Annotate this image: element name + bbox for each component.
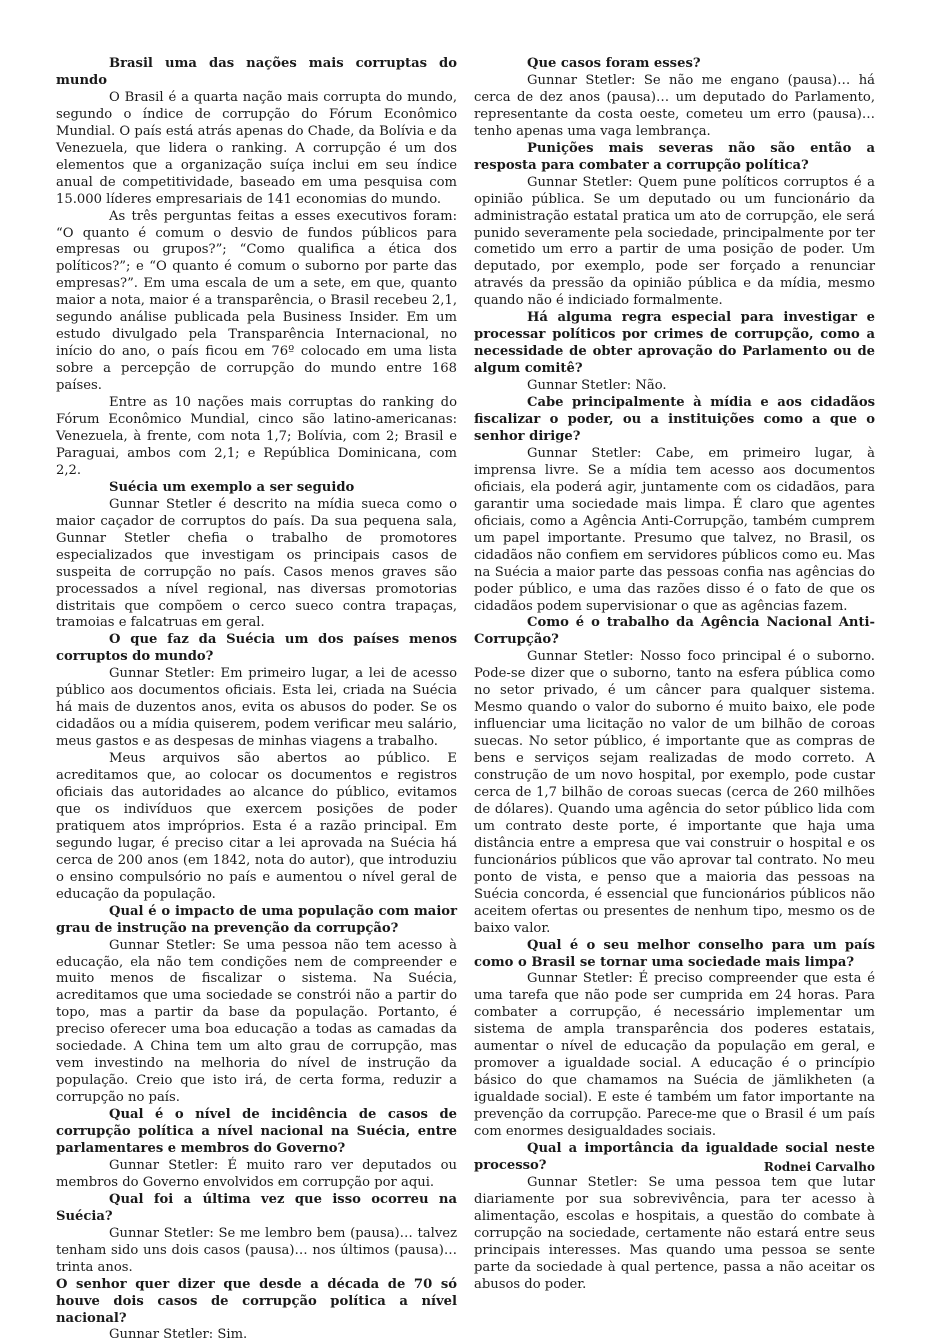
paragraph: As três perguntas feitas a esses executivos foram: “O quanto é comum o desvio de fundos públicos para empresas ou grupos?”; “Como qualifica a ética dos políticos?”; e “O quanto é comum o suborno por parte das empresas?”. Em uma escala de um a sete, em que, quanto maior a nota, maior é a transparência, o Brasil recebeu 2,1, segundo análise publicada pela Business Insider. Em um estudo divulgado pela Transparência Internacional, no início do ano, o país ficou em 76º colocado em uma lista sobre a percepção de corrupção do mundo entre 168 países. — [56, 208, 457, 394]
paragraph: Gunnar Stetler: Se não me engano (pausa)… há cerca de dez anos (pausa)… um deputado do Parlamento, representante da costa oeste, cometeu um erro (pausa)… tenho apenas uma vaga lembrança. — [474, 72, 875, 139]
author-signature: Rodnei Carvalho — [763, 1160, 875, 1174]
question-heading: Qual a importância da igualdade social neste processo? — [474, 1141, 875, 1173]
paragraph: Gunnar Stetler: Quem pune políticos corruptos é a opinião pública. Se um deputado ou um funcionário da administração estatal pratica um ato de corrupção, ele será punido severamente pela sociedade, principalmente por ter cometido um erro a partir de uma posição de poder. Um deputado, por exemplo, pode ser forçado a renunciar através da pressão da opinião pública e da mídia, mesmo quando não é indiciado formalmente. — [474, 174, 875, 309]
question-heading: Qual foi a última vez que isso ocorreu na Suécia? — [56, 1191, 457, 1224]
paragraph: Gunnar Stetler: Se uma pessoa tem que lutar diariamente por sua sobrevivência, para ter acesso à alimentação, escolas e hospitais, a questão do combate à corrupção na sociedade, certamente não estará entre seus principais interesses. Mas quando uma pessoa se sente parte da sociedade à qual pertence, passa a não aceitar os abusos do poder. — [474, 1174, 875, 1292]
paragraph: Entre as 10 nações mais corruptas do ranking do Fórum Econômico Mundial, cinco são latino-americanas: Venezuela, à frente, com nota 1,7; Bolívia, com 2; Brasil e Paraguai, ambos com 2,1; e República Dominicana, com 2,2. — [56, 395, 457, 478]
question-heading: Suécia um exemplo a ser seguido — [109, 479, 355, 495]
left-column — [56, 56, 457, 1344]
question-heading: O senhor quer dizer que desde a década de 70 só houve dois casos de corrupção política a nível nacional? — [56, 1276, 457, 1326]
paragraph: Gunnar Stetler: Não. — [527, 378, 667, 394]
question-heading: Como é o trabalho da Agência Nacional Anti-Corrupção? — [474, 615, 875, 648]
paragraph: Gunnar Stetler: Nosso foco principal é o suborno. Pode-se dizer que o suborno, tanto na esfera pública como no setor privado, é um câncer para qualquer sistema. Mesmo quando o valor do suborno é muito baixo, ele pode influenciar uma licitação no valor de um bilhão de coroas suecas. No setor público, é importante que as compras de bens e serviços sejam realizadas de modo correto. A construção de um novo hospital, por exemplo, pode custar cerca de 1,7 bilhão de coroas suecas (cerca de 260 milhões de dólares). Quando uma agência do setor público lida com um contrato deste porte, é importante que haja uma distância entre a empresa que vai construir o hospital e os funcionários públicos que vão aprovar tal contrato. No meu ponto de vista, e penso que a maioria das pessoas na Suécia concorda, é essencial que funcionários públicos não aceitem ofertas ou presentes de nenhum tipo, mesmo os de baixo valor. — [474, 649, 875, 936]
question-heading: Brasil uma das nações mais corruptas do mundo — [56, 56, 457, 88]
question-heading: Cabe principalmente à mídia e aos cidadãos fiscalizar o poder, ou a instituições como a que o senhor dirige? — [474, 395, 875, 444]
paragraph: Gunnar Stetler é descrito na mídia sueca como o maior caçador de corruptos do país. Da sua pequena sala, Gunnar Stetler chefia o trabalho de promotores especializados que investigam os principais casos de suspeita de corrupção no país. Casos menos graves são processados a nível regional, nas diversas promotorias distritais que compõem o cerco sueco contra trapaças, tramoias e falcatruas em geral. — [56, 496, 457, 631]
question-heading: Que casos foram esses? — [527, 56, 701, 71]
question-heading: Qual é o seu melhor conselho para um país como o Brasil se tornar uma sociedade mais limpa? — [474, 937, 875, 970]
question-heading: Punições mais severas não são então a resposta para combater a corrupção política? — [474, 140, 875, 173]
question-heading: Há alguma regra especial para investigar e processar políticos por crimes de corrupção, como a necessidade de obter aprovação do Parlamento ou de algum comitê? — [474, 310, 875, 377]
question-heading: Qual é o impacto de uma população com maior grau de instrução na prevenção da corrupção? — [56, 903, 457, 936]
paragraph: Gunnar Stetler: Em primeiro lugar, a lei de acesso público aos documentos oficiais. Esta lei, criada na Suécia há mais de duzentos anos, evita os abusos do poder. Se os cidadãos ou a mídia quiserem, podem verificar meu salário, meus gastos e as despesas de minhas viagens a trabalho. — [56, 666, 457, 750]
paragraph: Gunnar Stetler: Se uma pessoa não tem acesso à educação, ela não tem condições nem de compreender e muito menos de fiscalizar o sistema. Na Suécia, acreditamos que uma sociedade se constrói não a partir do topo, mas a partir da base da população. Portanto, é preciso oferecer uma boa educação a todas as camadas da sociedade. A China tem um alto grau de corrupção, mas vem investindo na melhoria do nível de instrução da população. Creio que isto irá, de certa forma, reduzir a corrupção no país. — [56, 937, 457, 1106]
paragraph: Gunnar Stetler: É preciso compreender que esta é uma tarefa que não pode ser cumprida em 24 horas. Para combater a corrupção, é necessário implementar um sistema de ampla transparência dos poderes estatais, aumentar o nível de educação da população em geral, e promover a igualdade social. A educação é o princípio básico do que chamamos na Suécia de jämlikheten (a igualdade social). E este é também um fator importante na prevenção da corrupção. Parece-me que o Brasil é um país com enormes desigualdades sociais. — [474, 971, 875, 1140]
paragraph: Gunnar Stetler: Se me lembro bem (pausa)… talvez tenham sido uns dois casos (pausa)… nos últimos (pausa)… trinta anos. — [56, 1225, 457, 1275]
question-heading: Qual é o nível de incidência de casos de corrupção política a nível nacional na Suécia, entre parlamentares e membros do Governo? — [56, 1107, 457, 1156]
paragraph: O Brasil é a quarta nação mais corrupta do mundo, segundo o índice de corrupção do Fórum Econômico Mundial. O país está atrás apenas do Chade, da Bolívia e da Venezuela, que lidera o ranking. A corrupção é um dos elementos que a organização suíça inclui em seu índice anual de competitividade, baseado em uma pesquisa com 15.000 líderes empresariais de 141 economias do mundo. — [56, 89, 457, 207]
right-column — [474, 56, 875, 1294]
paragraph: Meus arquivos são abertos ao público. E acreditamos que, ao colocar os documentos e registros oficiais das autoridades ao alcance do público, evitamos que os indivíduos que exercem posições de poder pratiquem atos impróprios. Esta é a razão principal. Em segundo lugar, é preciso citar a lei aprovada na Suécia há cerca de 200 anos (em 1842, nota do autor), que introduziu o ensino compulsório no país e aumentou o nível geral de educação da população. — [56, 751, 457, 902]
paragraph: Gunnar Stetler: É muito raro ver deputados ou membros do Governo envolvidos em corrupção por aqui. — [56, 1157, 457, 1190]
paragraph: Gunnar Stetler: Sim. — [109, 1327, 248, 1343]
paragraph: Gunnar Stetler: Cabe, em primeiro lugar, à imprensa livre. Se a mídia tem acesso aos documentos oficiais, ela poderá agir, juntamente com os cidadãos, para garantir uma sociedade mais limpa. É claro que agentes oficiais, como a Agência Anti-Corrupção, também cumprem um papel importante. Presumo que talvez, no Brasil, os cidadãos não confiem em servidores públicos como eu. Mas na Suécia a maior parte das pessoas confia nas agências do poder público, e uma das razões disso é o fato de que os cidadãos podem supervisionar o que as agências fazem. — [474, 445, 875, 614]
question-heading: O que faz da Suécia um dos países menos corruptos do mundo? — [56, 632, 457, 665]
